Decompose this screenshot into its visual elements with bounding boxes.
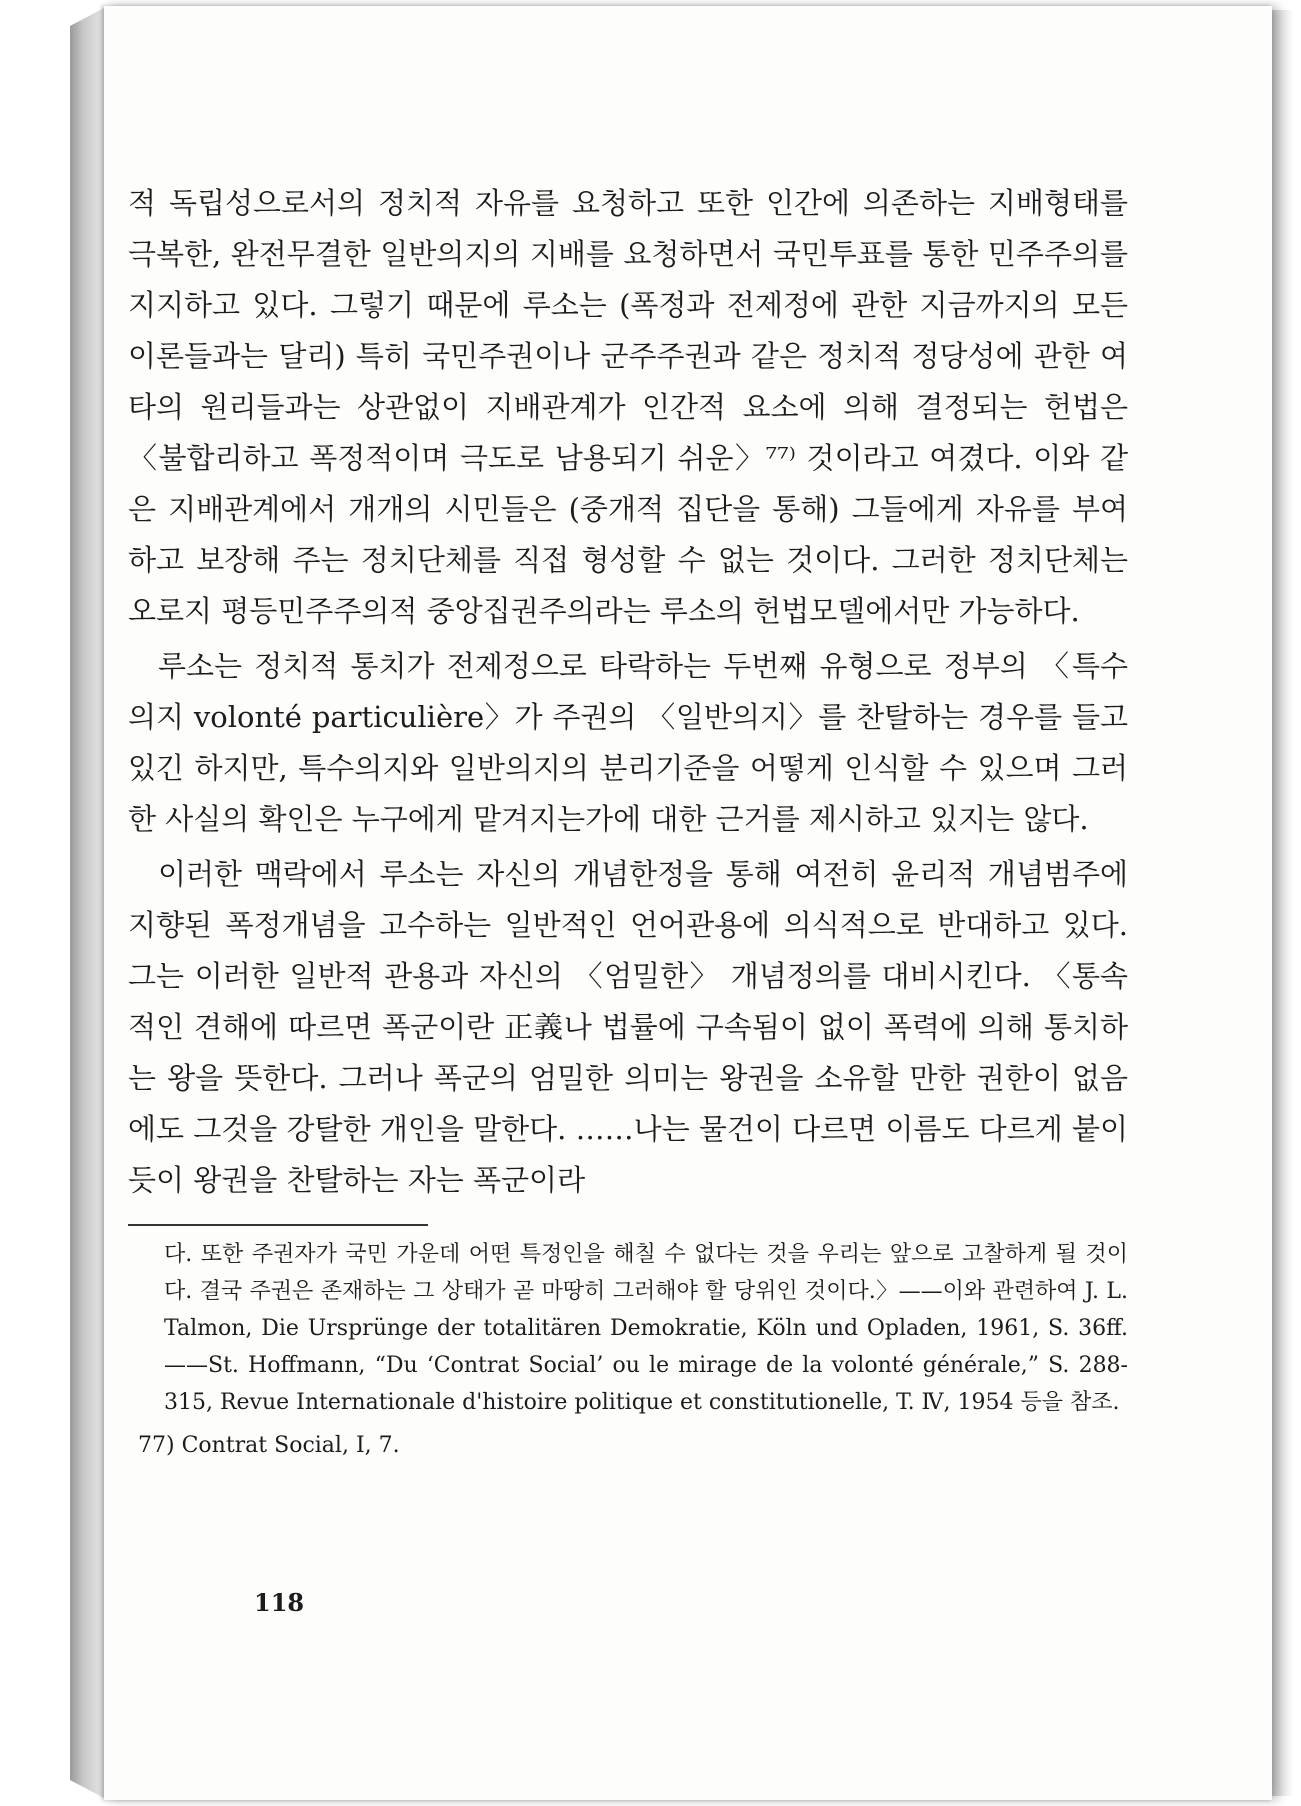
page-shadow	[1272, 10, 1294, 1796]
footnote-77: 77) Contrat Social, I, 7.	[138, 1433, 400, 1458]
body-text	[128, 178, 1128, 1206]
footnotes	[128, 1236, 1128, 1464]
paragraph-2: 루소는 정치적 통치가 전제정으로 타락하는 두번째 유형으로 정부의 〈특수의지 volonté particulière〉가 주권의 〈일반의지〉를 찬탈하는 경우를 들고 있긴 하지만, 특수의지와 일반의지의 분리기준을 어떻게 인식할 수 있으며 그러한 사실의 확인은 누구에게 맡겨지는가에 대한 근거를 제시하고 있지는 않다.	[128, 649, 1128, 836]
page-content	[128, 178, 1128, 1464]
footnote-continuation: 다. 또한 주권자가 국민 가운데 어떤 특정인을 해칠 수 없다는 것을 우리는 앞으로 고찰하게 될 것이다. 결국 주권은 존재하는 그 상태가 곧 마땅히 그러해야 할 당위인 것이다.〉——이와 관련하여 J. L. Talmon, Die Ursprünge der totalitären Demokratie, Köln und Opladen, 1961, S. 36ff.——St. Hoffmann, “Du ‘Contrat Social’ ou le mirage de la volonté générale,” S. 288-315, Revue Internationale d'histoire politique et constitutionelle, T. Ⅳ, 1954 등을 참조.	[164, 1242, 1128, 1415]
footnote-divider	[128, 1224, 428, 1226]
paragraph-3: 이러한 맥락에서 루소는 자신의 개념한정을 통해 여전히 윤리적 개념범주에 지향된 폭정개념을 고수하는 일반적인 언어관용에 의식적으로 반대하고 있다. 그는 이러한 일반적 관용과 자신의 〈엄밀한〉 개념정의를 대비시킨다. 〈통속적인 견해에 따르면 폭군이란 正義나 법률에 구속됨이 없이 폭력에 의해 통치하는 왕을 뜻한다. 그러나 폭군의 엄밀한 의미는 왕권을 소유할 만한 권한이 없음에도 그것을 강탈한 개인을 말한다. ……나는 물건이 다르면 이름도 다르게 붙이듯이 왕권을 찬탈하는 자는 폭군이라	[128, 857, 1128, 1197]
book-edge	[70, 8, 104, 1798]
paragraph-1: 적 독립성으로서의 정치적 자유를 요청하고 또한 인간에 의존하는 지배형태를 극복한, 완전무결한 일반의지의 지배를 요청하면서 국민투표를 통한 민주주의를 지지하고 있다. 그렇기 때문에 루소는 (폭정과 전제정에 관한 지금까지의 모든 이론들과는 달리) 특히 국민주권이나 군주주권과 같은 정치적 정당성에 관한 여타의 원리들과는 상관없이 지배관계가 인간적 요소에 의해 결정되는 헌법은 〈불합리하고 폭정적이며 극도로 남용되기 쉬운〉⁷⁷⁾ 것이라고 여겼다. 이와 같은 지배관계에서 개개의 시민들은 (중개적 집단을 통해) 그들에게 자유를 부여하고 보장해 주는 정치단체를 직접 형성할 수 없는 것이다. 그러한 정치단체는 오로지 평등민주주의적 중앙집권주의라는 루소의 헌법모델에서만 가능하다.	[128, 186, 1128, 628]
page-number: 118	[254, 1588, 305, 1617]
